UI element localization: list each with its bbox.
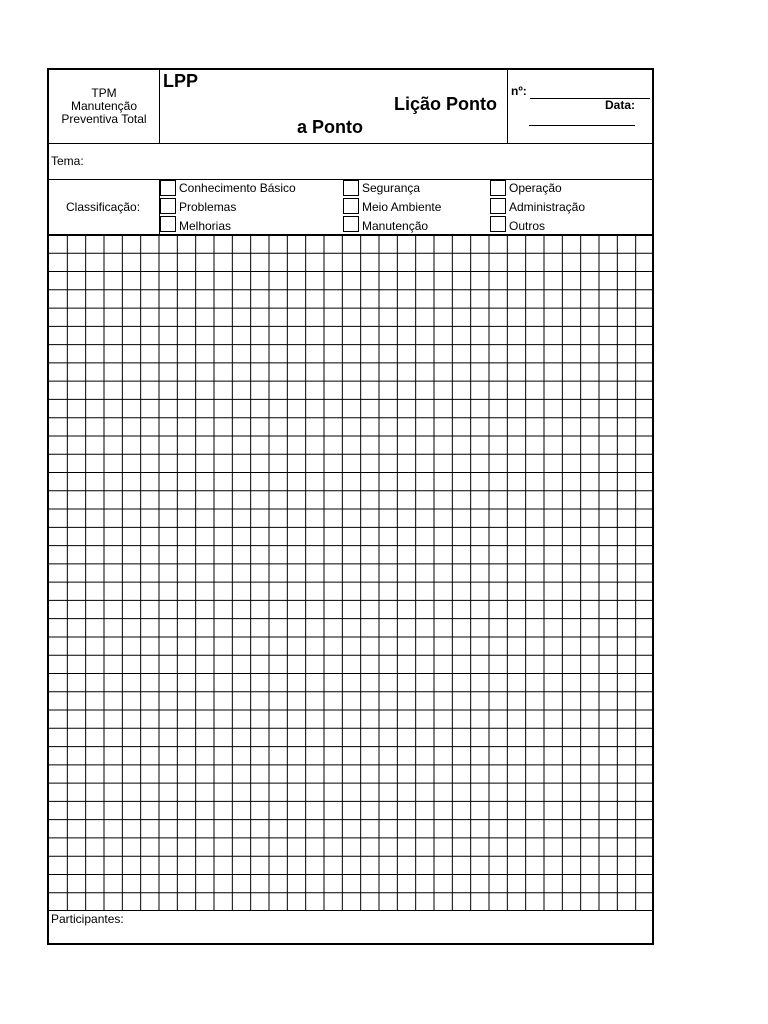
grid-bottom-rule [49,910,652,911]
tpm-header-block [49,70,159,143]
option-seguranca: Segurança [362,181,421,195]
org-line-1: TPM [91,86,117,100]
option-operacao: Operação [509,181,562,195]
checkbox-problemas[interactable] [160,198,176,214]
option-manutencao: Manutenção [362,219,429,233]
tema-label: Tema: [51,154,84,168]
date-label: Data: [605,98,636,112]
option-conhecimento-basico: Conhecimento Básico [179,181,296,195]
org-line-3: Preventiva Total [61,112,147,126]
checkbox-operacao[interactable] [490,180,506,196]
title-line-2: a Ponto [297,117,363,137]
classification-label: Classificação: [66,200,141,214]
header-bottom-rule [49,143,652,144]
checkbox-outros[interactable] [490,216,506,232]
date-field[interactable] [529,125,635,126]
checkbox-administracao[interactable] [490,198,506,214]
option-administracao: Administração [509,200,586,214]
checkbox-manutencao[interactable] [343,216,359,232]
checkbox-meio-ambiente[interactable] [343,198,359,214]
number-label: nº: [511,84,527,98]
checkbox-melhorias[interactable] [160,216,176,232]
option-meio-ambiente: Meio Ambiente [362,200,442,214]
option-melhorias: Melhorias [179,219,232,233]
option-problemas: Problemas [179,200,237,214]
participants-label: Participantes: [51,912,124,926]
lpp-code: LPP [163,71,199,91]
checkbox-seguranca[interactable] [343,180,359,196]
org-line-2: Manutenção [70,99,138,113]
lpp-form [47,68,654,945]
title-line-1: Lição Ponto [394,94,497,114]
option-outros: Outros [509,219,546,233]
header-divider-right [507,70,508,143]
header-divider-left [159,70,160,143]
drawing-grid[interactable] [49,235,654,911]
checkbox-conhecimento-basico[interactable] [160,180,176,196]
